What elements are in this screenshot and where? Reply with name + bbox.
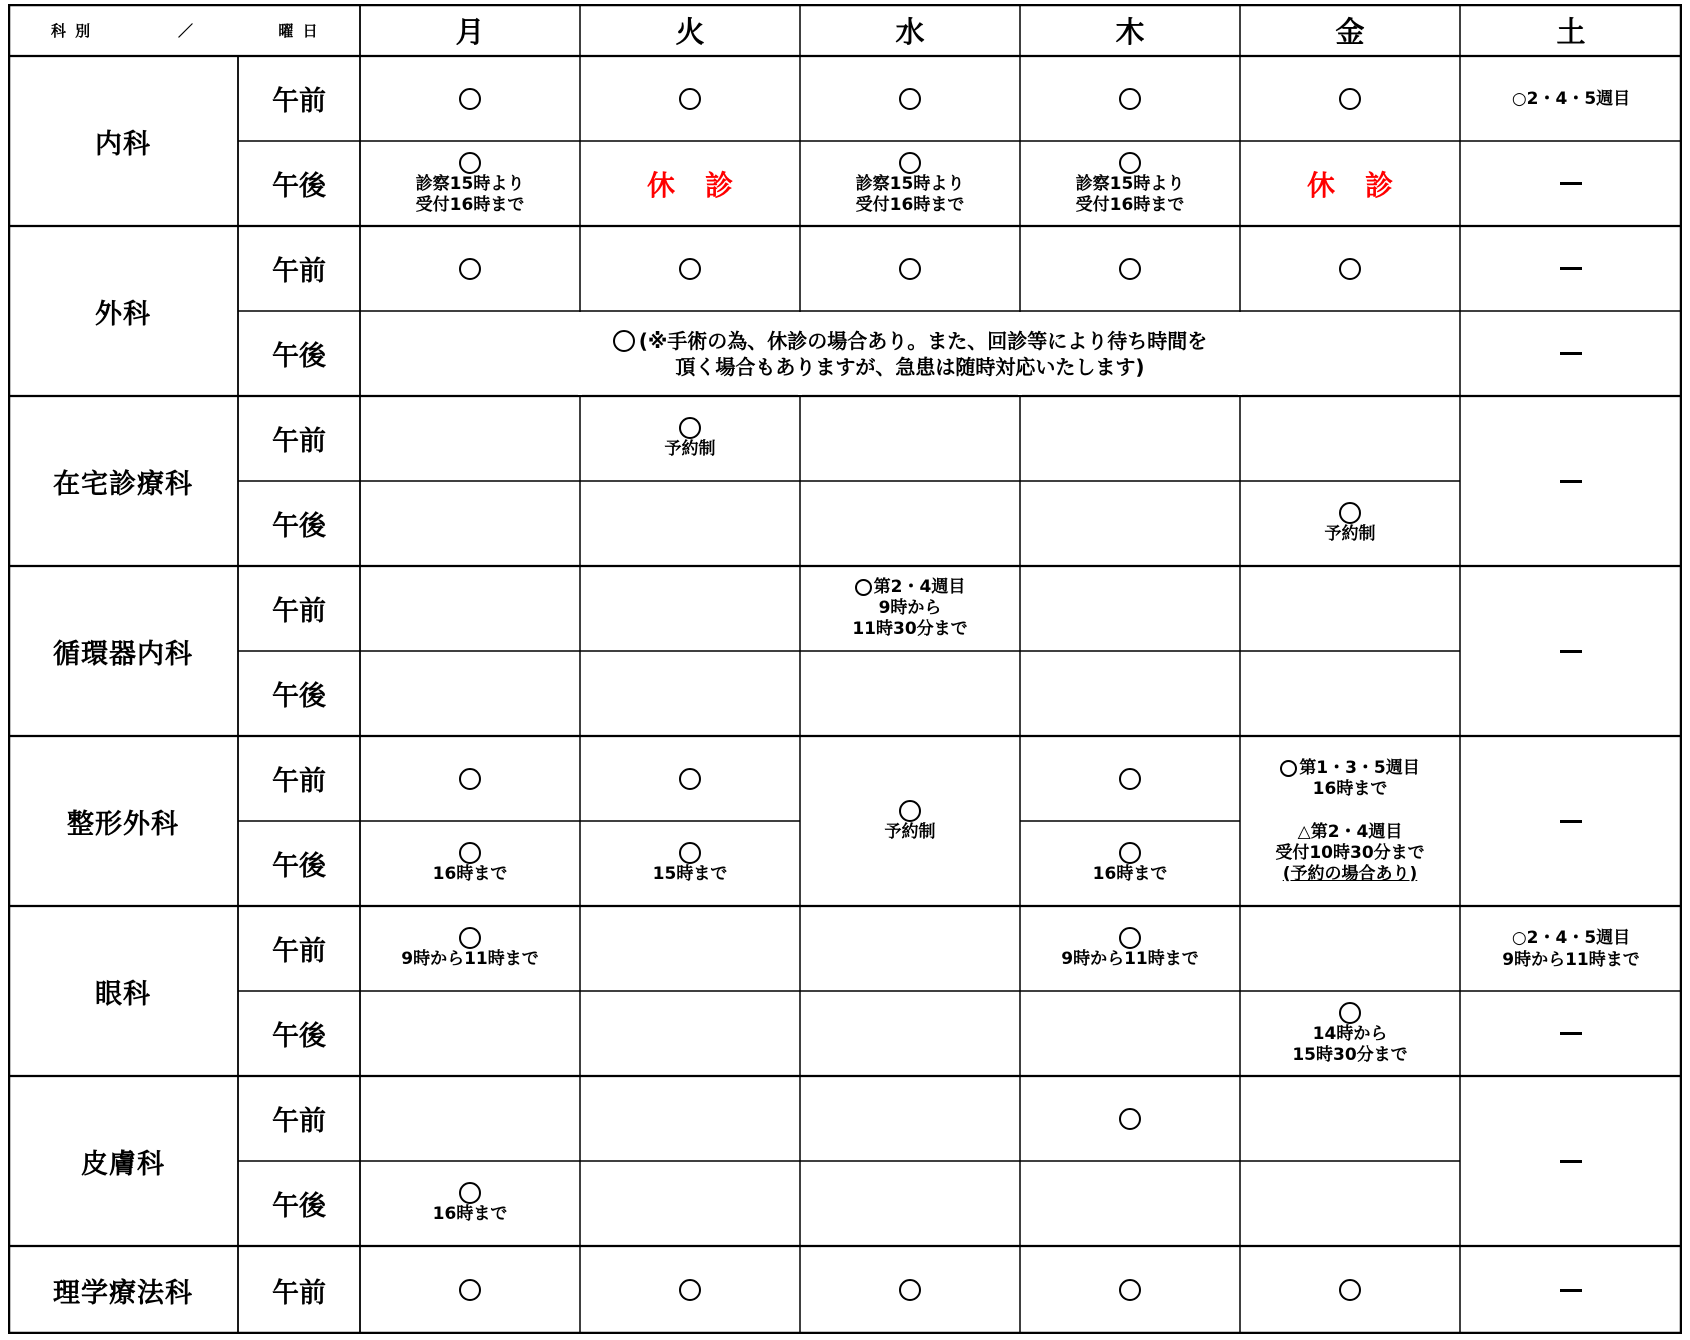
available-mark	[679, 768, 701, 790]
naika-pm-sat	[1460, 141, 1682, 226]
note-line: (予約の場合あり)	[1282, 863, 1418, 884]
note-line: ○2・4・5週目	[1511, 927, 1631, 948]
none-mark	[1560, 1160, 1582, 1163]
rigaku-am-thu	[1020, 1246, 1240, 1334]
note-line: 9時から11時まで	[401, 949, 539, 969]
available-mark	[679, 1279, 701, 1301]
naika-am-thu	[1020, 56, 1240, 141]
available-mark	[1339, 502, 1361, 524]
available-mark	[459, 768, 481, 790]
header-department-label: 科 別	[50, 21, 93, 40]
note-line: 診察15時より	[1075, 173, 1185, 194]
note-line: 9時から11時まで	[1502, 949, 1640, 970]
seikei-am-mon	[360, 736, 580, 821]
none-mark	[1560, 1289, 1582, 1292]
seikei-am-tue	[580, 736, 800, 821]
hifuka-sat	[1460, 1076, 1682, 1246]
available-mark	[1339, 1279, 1361, 1301]
available-mark	[1339, 258, 1361, 280]
period-am: 午前	[272, 596, 326, 627]
zaitaku-sat	[1460, 396, 1682, 566]
hifuka-pm-mon	[360, 1161, 580, 1246]
available-mark	[459, 1182, 481, 1204]
note-line: 11時30分まで	[852, 619, 968, 639]
period-pm: 午後	[272, 851, 326, 882]
header-slash: ／	[178, 21, 196, 40]
note-line: 受付16時まで	[855, 194, 965, 215]
seikei-wed	[800, 736, 1020, 906]
note-line: 受付10時30分まで	[1275, 842, 1425, 863]
note-line: 予約制	[884, 821, 936, 842]
header-department-cell	[8, 4, 238, 56]
available-mark	[899, 88, 921, 110]
dept-ganka: 眼科	[95, 978, 151, 1010]
day-mon: 月	[455, 14, 485, 49]
none-mark	[1560, 820, 1582, 823]
period-pm: 午後	[272, 171, 326, 202]
dept-zaitaku: 在宅診療科	[53, 468, 193, 500]
note-line: (※手術の為、休診の場合あり。また、回診等により待ち時間を	[638, 328, 1208, 353]
available-mark	[1339, 88, 1361, 110]
available-mark	[679, 258, 701, 280]
ganka-am-thu	[1020, 906, 1240, 991]
geka-am-thu	[1020, 226, 1240, 311]
naika-pm-wed	[800, 141, 1020, 226]
naika-pm-fri	[1240, 141, 1460, 226]
seikei-pm-thu	[1020, 821, 1240, 906]
geka-pm-sat	[1460, 311, 1682, 396]
naika-pm-thu	[1020, 141, 1240, 226]
available-mark	[459, 927, 481, 949]
closed-label: 休診	[1306, 168, 1423, 202]
seikei-pm-tue	[580, 821, 800, 906]
geka-am-tue	[580, 226, 800, 311]
geka-am-fri	[1240, 226, 1460, 311]
available-mark	[679, 417, 701, 439]
clinic-schedule-table	[8, 4, 1682, 1334]
available-mark	[459, 1279, 481, 1301]
ganka-am-mon	[360, 906, 580, 991]
note-line: 15時まで	[652, 864, 728, 884]
available-mark	[1119, 842, 1141, 864]
available-mark	[679, 88, 701, 110]
none-mark	[1560, 182, 1582, 185]
dept-hifuka: 皮膚科	[81, 1148, 165, 1180]
note-line: 16時まで	[1092, 864, 1168, 884]
naika-am-mon	[360, 56, 580, 141]
dept-junkanki: 循環器内科	[53, 638, 193, 670]
naika-am-tue	[580, 56, 800, 141]
available-mark	[1119, 258, 1141, 280]
available-mark	[1119, 88, 1141, 110]
note-line: 第1・3・5週目	[1299, 757, 1420, 778]
rigaku-am-sat	[1460, 1246, 1682, 1334]
note-line: 9時から11時まで	[1061, 949, 1199, 969]
seikei-am-thu	[1020, 736, 1240, 821]
available-mark	[679, 842, 701, 864]
note-line: 受付16時まで	[1075, 194, 1185, 215]
seikei-pm-mon	[360, 821, 580, 906]
period-pm: 午後	[272, 511, 326, 542]
available-mark	[899, 800, 921, 822]
available-mark	[855, 579, 872, 596]
day-thu: 木	[1115, 14, 1145, 49]
ganka-am-sat	[1460, 906, 1682, 991]
seikei-sat	[1460, 736, 1682, 906]
note-line: 16時まで	[432, 864, 508, 884]
none-mark	[1560, 650, 1582, 653]
period-am: 午前	[272, 86, 326, 117]
geka-am-wed	[800, 226, 1020, 311]
hifuka-am-thu	[1020, 1076, 1240, 1161]
available-mark	[899, 152, 921, 174]
rigaku-am-fri	[1240, 1246, 1460, 1334]
note-line: 予約制	[664, 439, 716, 459]
available-mark	[1119, 1279, 1141, 1301]
zaitaku-am-tue	[580, 396, 800, 481]
naika-am-wed	[800, 56, 1020, 141]
rigaku-am-tue	[580, 1246, 800, 1334]
note-line-row	[613, 328, 1208, 354]
period-am: 午前	[272, 426, 326, 457]
note-line: 14時から	[1312, 1023, 1388, 1044]
note-line: 第2・4週目	[873, 577, 966, 597]
naika-pm-tue	[580, 141, 800, 226]
note-line: △第2・4週目	[1297, 821, 1403, 842]
available-mark	[1119, 768, 1141, 790]
period-pm: 午後	[272, 1021, 326, 1052]
dept-seikei: 整形外科	[67, 808, 179, 840]
note-line: 9時から	[878, 598, 942, 618]
none-mark	[1560, 480, 1582, 483]
geka-am-mon	[360, 226, 580, 311]
dept-geka: 外科	[95, 298, 151, 330]
available-mark	[1119, 927, 1141, 949]
ganka-pm-fri	[1240, 991, 1460, 1076]
day-sat: 土	[1556, 14, 1586, 49]
available-mark	[459, 152, 481, 174]
period-am: 午前	[272, 256, 326, 287]
day-wed: 水	[895, 14, 925, 49]
note-line: 診察15時より	[855, 173, 965, 194]
note-line: 16時まで	[1312, 778, 1388, 799]
period-am: 午前	[272, 1277, 326, 1309]
available-mark	[1280, 760, 1297, 777]
seikei-fri	[1240, 736, 1460, 906]
note-line: 頂く場合もありますが、急患は随時対応いたします)	[675, 354, 1145, 379]
note-line-row	[1280, 758, 1420, 779]
junkanki-am-wed	[800, 566, 1020, 651]
naika-pm-mon	[360, 141, 580, 226]
naika-am-sat: ○2・4・5週目	[1511, 88, 1631, 109]
geka-am-sat	[1460, 226, 1682, 311]
note-line: 予約制	[1324, 524, 1376, 544]
available-mark	[459, 842, 481, 864]
period-pm: 午後	[272, 681, 326, 712]
header-weekday-label: 曜 日	[278, 21, 320, 40]
available-mark	[1119, 152, 1141, 174]
ganka-pm-sat	[1460, 991, 1682, 1076]
naika-am-fri	[1240, 56, 1460, 141]
period-pm: 午後	[272, 1191, 326, 1222]
closed-label: 休診	[646, 168, 763, 202]
note-line: 15時30分まで	[1292, 1044, 1408, 1065]
geka-pm-weekdays	[360, 311, 1460, 396]
available-mark	[459, 88, 481, 110]
none-mark	[1560, 352, 1582, 355]
period-am: 午前	[272, 1106, 326, 1137]
none-mark	[1560, 1032, 1582, 1035]
available-mark	[1339, 1002, 1361, 1024]
period-am: 午前	[272, 936, 326, 967]
note-line-row	[855, 577, 966, 598]
note-line: 診察15時より	[415, 173, 525, 194]
zaitaku-pm-fri	[1240, 481, 1460, 566]
rigaku-am-wed	[800, 1246, 1020, 1334]
available-mark	[1119, 1108, 1141, 1130]
junkanki-sat	[1460, 566, 1682, 736]
period-pm: 午後	[272, 341, 326, 372]
none-mark	[1560, 267, 1582, 270]
dept-rigaku: 理学療法科	[53, 1277, 193, 1309]
rigaku-am-mon	[360, 1246, 580, 1334]
note-line: 16時まで	[432, 1204, 508, 1224]
dept-naika: 内科	[95, 128, 151, 160]
day-tue: 火	[675, 14, 705, 49]
available-mark	[899, 1279, 921, 1301]
available-mark	[899, 258, 921, 280]
available-mark	[459, 258, 481, 280]
note-line: 受付16時まで	[415, 194, 525, 215]
available-mark	[613, 330, 635, 352]
period-am: 午前	[272, 766, 326, 797]
day-fri: 金	[1335, 14, 1365, 49]
